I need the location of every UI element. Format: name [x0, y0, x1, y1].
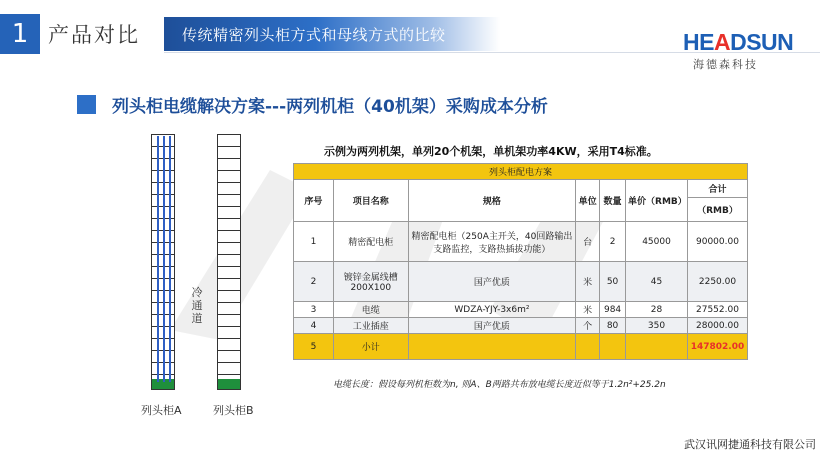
cable-length-note: 电缆长度：假设每列机柜数为n, 则A、B两路共布放电缆长度近似等于1.2n²+25.2n: [333, 380, 666, 390]
rack-unit: [218, 303, 240, 315]
cell-price: 45000: [626, 222, 688, 262]
cell-spec: WDZA-YJY-3x6m²: [408, 302, 575, 318]
section-number-badge: 1: [0, 14, 40, 54]
cell-qty: 2: [600, 222, 626, 262]
rack-unit: [218, 339, 240, 351]
table-caption: 列头柜配电方案: [294, 164, 748, 180]
rack-unit: [218, 267, 240, 279]
rack-unit: [218, 315, 240, 327]
category-title: 产品对比: [48, 23, 140, 47]
subtotal-label: 小计: [333, 334, 408, 360]
rack-unit: [218, 183, 240, 195]
rack-unit: [218, 243, 240, 255]
rack-a-label: 列头柜A: [141, 404, 182, 417]
table-caption-row: [294, 164, 748, 180]
rack-unit: [218, 135, 240, 147]
cell-unit: 米: [576, 302, 600, 318]
cold-aisle-label: 冷通道: [191, 286, 203, 325]
table-row: [294, 262, 748, 302]
cell-no: 1: [294, 222, 334, 262]
header-total: 合计: [687, 180, 747, 198]
cell-empty: [576, 334, 600, 360]
header-unit: 单位: [576, 180, 600, 222]
header-qty: 数量: [600, 180, 626, 222]
cell-qty: 80: [600, 318, 626, 334]
cell-empty: [600, 334, 626, 360]
cell-item: 电缆: [333, 302, 408, 318]
cell-no: 5: [294, 334, 334, 360]
cell-item: 镀锌金属线槽200X100: [333, 262, 408, 302]
subtotal-value: 147802.00: [687, 334, 747, 360]
rack-unit: [218, 195, 240, 207]
rack-unit: [218, 207, 240, 219]
cell-qty: 984: [600, 302, 626, 318]
subtitle-banner: [164, 17, 500, 51]
rack-unit: [218, 171, 240, 183]
cell-spec: 国产优质: [408, 262, 575, 302]
rack-unit: [218, 159, 240, 171]
cell-unit: 个: [576, 318, 600, 334]
rack-unit: [218, 147, 240, 159]
cell-spec: 精密配电柜（250A主开关，40回路输出支路监控，支路热插拔功能）: [408, 222, 575, 262]
rack-unit: [218, 231, 240, 243]
cable-line: [157, 136, 159, 382]
rack-unit: [218, 279, 240, 291]
cell-no: 3: [294, 302, 334, 318]
cable-line: [163, 136, 165, 382]
cell-unit: 米: [576, 262, 600, 302]
cell-total: 90000.00: [687, 222, 747, 262]
table-row: [294, 222, 748, 262]
company-logo: [683, 30, 803, 72]
cost-table: [293, 163, 748, 360]
table-row: [294, 318, 748, 334]
rack-unit: [218, 219, 240, 231]
table-header-row: [294, 180, 748, 198]
subtotal-row: [294, 334, 748, 360]
cell-price: 45: [626, 262, 688, 302]
rack-unit: [218, 327, 240, 339]
cell-empty: [408, 334, 575, 360]
rack-b: [217, 134, 241, 390]
logo-tagline: 海德森科技: [693, 58, 758, 71]
example-description: 示例为两列机架，单列20个机架，单机架功率4KW，采用T4标准。: [324, 145, 658, 158]
cell-item: 工业插座: [333, 318, 408, 334]
header-item: 项目名称: [333, 180, 408, 222]
header-no: 序号: [294, 180, 334, 222]
cell-no: 4: [294, 318, 334, 334]
section-bullet-icon: [77, 95, 96, 114]
table-row: [294, 302, 748, 318]
cell-price: 350: [626, 318, 688, 334]
cell-total: 27552.00: [687, 302, 747, 318]
section-title: 列头柜电缆解决方案---两列机柜（40机架）采购成本分析: [112, 97, 548, 117]
logo-wordmark: HEADSUN: [683, 29, 794, 55]
rack-base-block: [218, 379, 240, 389]
header-price: 单价（RMB）: [626, 180, 688, 222]
cell-empty: [626, 334, 688, 360]
rack-b-label: 列头柜B: [213, 404, 254, 417]
cell-no: 2: [294, 262, 334, 302]
cell-unit: 台: [576, 222, 600, 262]
rack-unit: [218, 351, 240, 363]
cell-item: 精密配电柜: [333, 222, 408, 262]
header-spec: 规格: [408, 180, 575, 222]
rack-unit: [218, 291, 240, 303]
cell-spec: 国产优质: [408, 318, 575, 334]
rack-unit: [218, 363, 240, 375]
cable-line: [169, 136, 171, 382]
subtitle-text: 传统精密列头柜方式和母线方式的比较: [182, 26, 446, 44]
footer-company: 武汉讯网捷通科技有限公司: [684, 438, 816, 451]
cell-qty: 50: [600, 262, 626, 302]
rack-unit: [218, 255, 240, 267]
cell-price: 28: [626, 302, 688, 318]
cell-total: 28000.00: [687, 318, 747, 334]
header-total-unit: （RMB）: [687, 198, 747, 222]
cell-total: 2250.00: [687, 262, 747, 302]
